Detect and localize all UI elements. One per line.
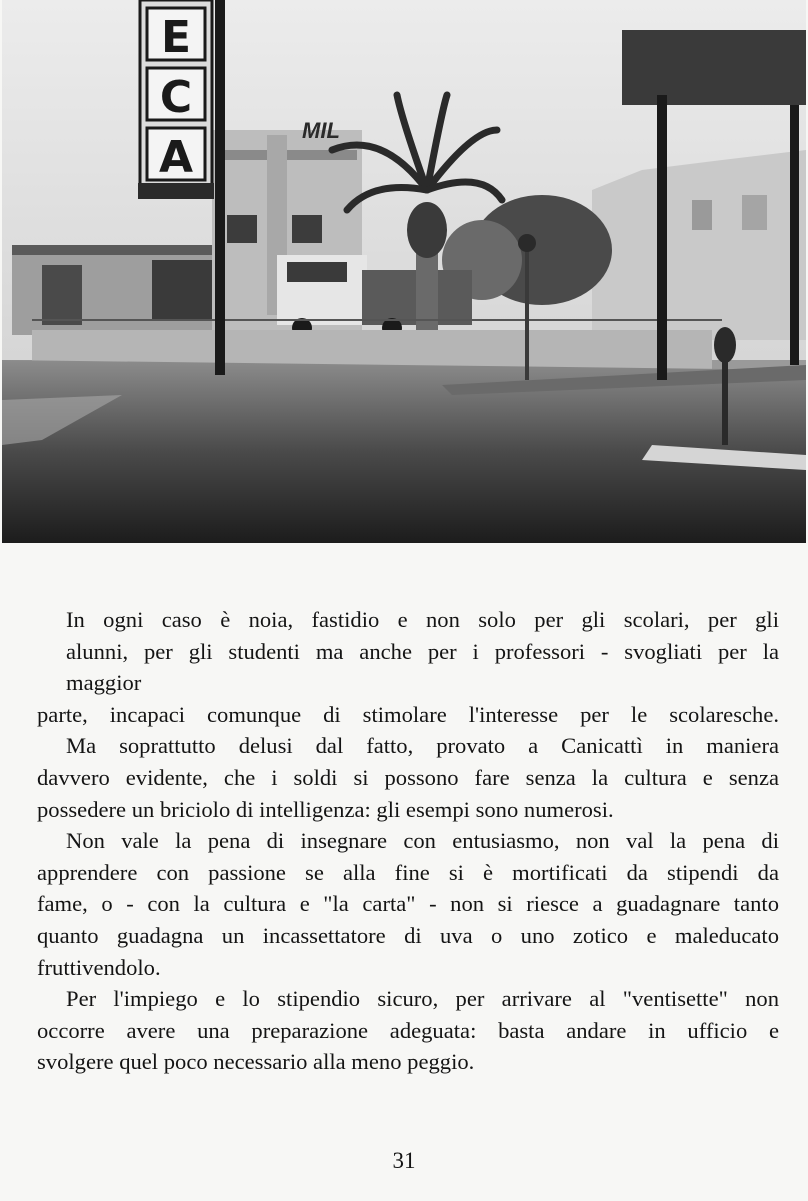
page-number: 31 [392,1148,416,1173]
paragraph-1 [37,604,779,730]
text-line: Per l'impiego e lo stipendio sicuro, per arrivare al "ventisette" non [66,986,779,1012]
text-line: occorre avere una preparazione adeguata: basta andare in ufficio e [37,1017,779,1043]
text-line: davvero evidente, che i soldi si possono fare senza la cultura e senza [37,764,779,790]
text-line: maggior [66,670,142,696]
text-line: parte, incapaci comunque di stimolare l'interesse per le scolaresche. [37,701,779,727]
text-line: Non vale la pena di insegnare con entusiasmo, non val la pena di [66,828,779,854]
building-sign: MIL [302,118,340,143]
street-photo [2,0,806,543]
body-text [37,604,779,1078]
sign-letter-c: C [159,72,193,123]
text-line: alunni, per gli studenti ma anche per i professori - svogliati per la [66,638,779,664]
text-line: apprendere con passione se alla fine si è mortificati da stipendi da [37,859,779,885]
paragraph-3 [37,825,779,983]
paragraph-4 [37,983,779,1078]
street-photo-image [2,0,806,543]
text-line: In ogni caso è noia, fastidio e non solo per gli scolari, per gli [66,607,779,632]
text-line: fruttivendolo. [37,954,161,980]
text-line: svolgere quel poco necessario alla meno peggio. [37,1049,475,1075]
text-line: Ma soprattutto delusi dal fatto, provato a Canicattì in maniera [66,733,779,759]
paragraph-2 [37,730,779,825]
text-line: fame, o - con la cultura e "la carta" - non si riesce a guadagnare tanto [37,891,779,917]
sign-letter-a: A [158,132,194,183]
text-line: possedere un briciolo di intelligenza: gli esempi sono numerosi. [37,796,614,822]
sign-letter-e: E [160,12,192,63]
text-line: quanto guadagna un incassettatore di uva o uno zotico e maleducato [37,922,779,948]
